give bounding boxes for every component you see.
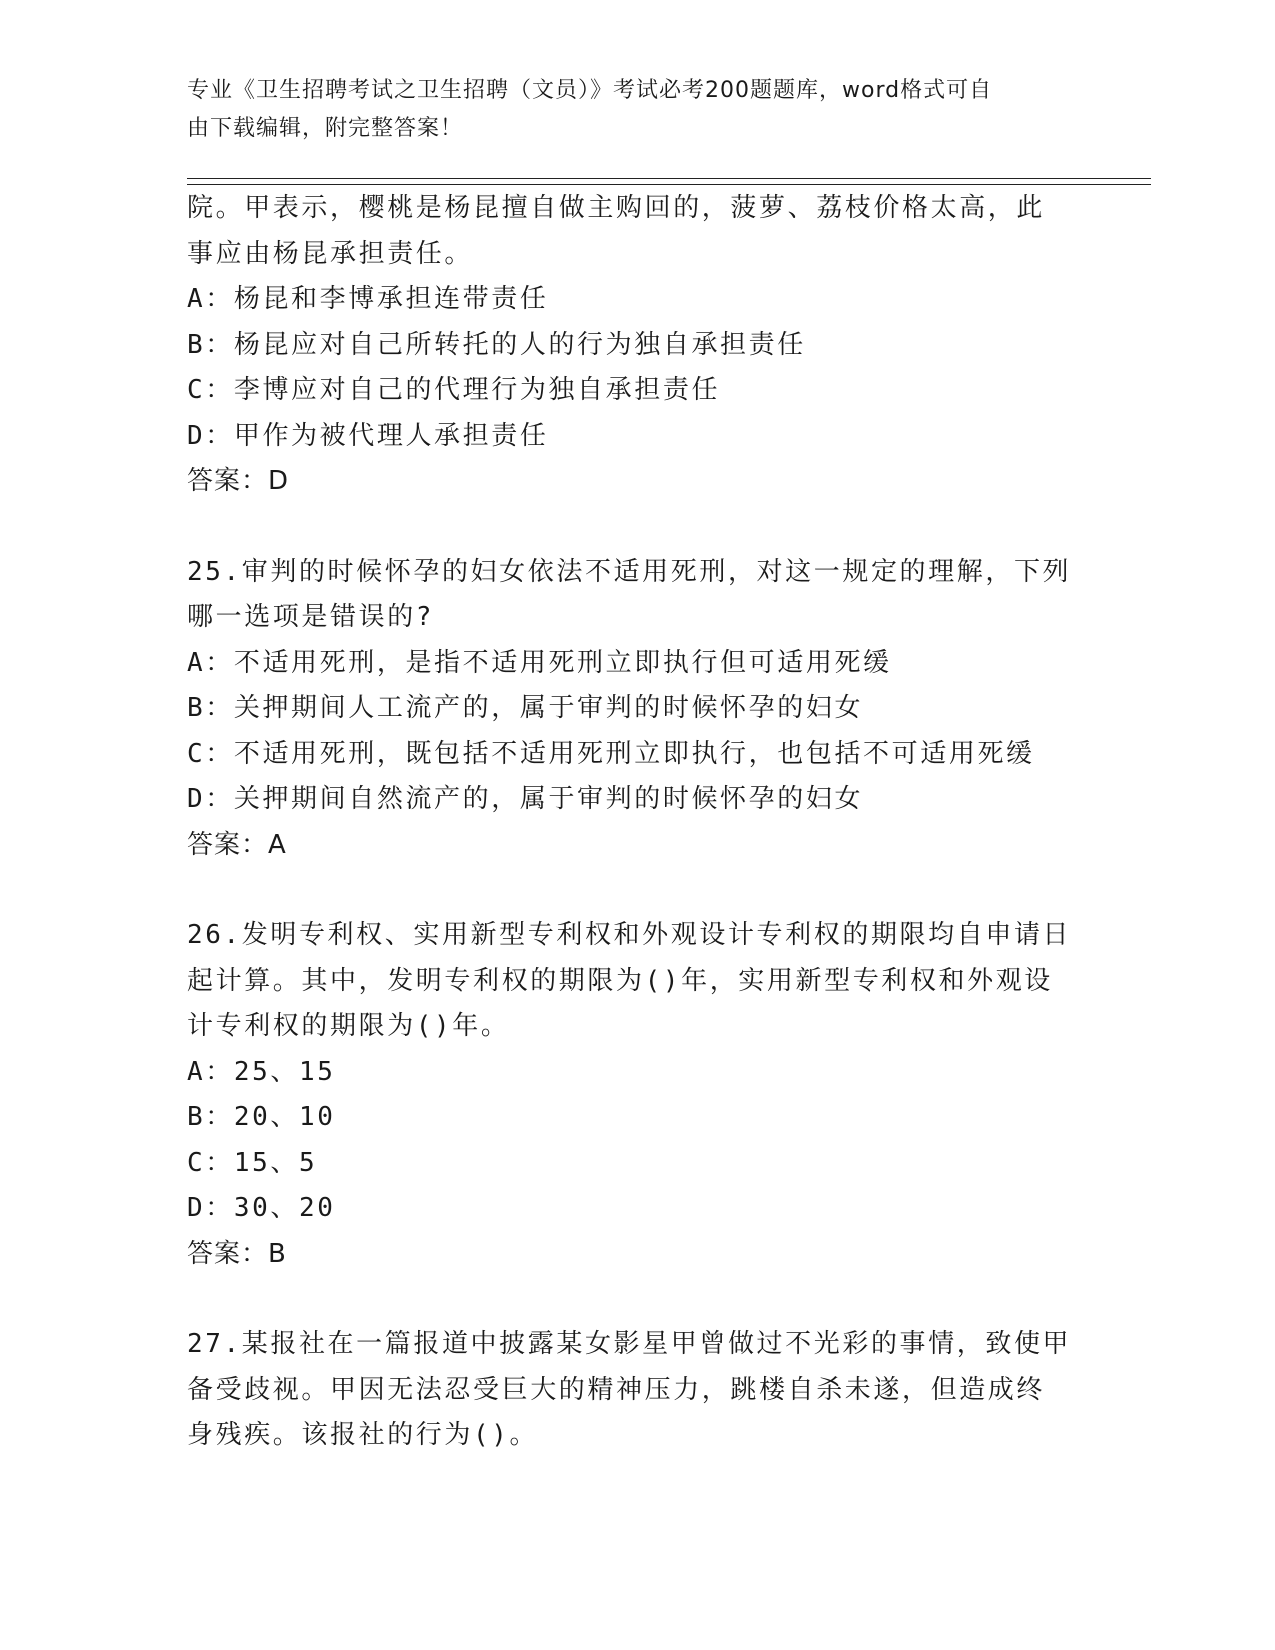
option-d: D：关押期间自然流产的，属于审判的时候怀孕的妇女 xyxy=(187,784,864,814)
answer-line: 答案：A xyxy=(187,829,287,860)
question-stem-line: 起计算。其中，发明专利权的期限为()年，实用新型专利权和外观设 xyxy=(187,965,1053,996)
option-d: D：甲作为被代理人承担责任 xyxy=(187,420,549,451)
option-a: A：25、15 xyxy=(187,1056,336,1087)
question-stem-line: 27.某报社在一篇报道中披露某女影星甲曾做过不光彩的事情，致使甲 xyxy=(187,1329,1072,1359)
question-24-continuation xyxy=(187,186,1087,505)
option-c: C：李博应对自己的代理行为独自承担责任 xyxy=(187,375,721,405)
option-c: C：15、5 xyxy=(187,1147,318,1178)
header-title-line-2: 由下载编辑，附完整答案！ xyxy=(187,116,464,141)
question-27 xyxy=(187,1322,1087,1459)
answer-line: 答案：D xyxy=(187,466,290,496)
question-stem-line: 哪一选项是错误的? xyxy=(187,602,435,632)
question-stem-line: 院。甲表示，樱桃是杨昆擅自做主购回的，菠萝、荔枝价格太高，此 xyxy=(187,193,1046,223)
option-a: A：杨昆和李博承担连带责任 xyxy=(187,284,549,314)
document-header xyxy=(187,72,1067,148)
question-stem-line: 26.发明专利权、实用新型专利权和外观设计专利权的期限均自申请日 xyxy=(187,920,1072,950)
question-stem-line: 25.审判的时候怀孕的妇女依法不适用死刑，对这一规定的理解，下列 xyxy=(187,556,1072,587)
answer-line: 答案：B xyxy=(187,1238,287,1269)
question-stem-line: 身残疾。该报社的行为()。 xyxy=(187,1420,539,1450)
option-c: C：不适用死刑，既包括不适用死刑立即执行，也包括不可适用死缓 xyxy=(187,738,1035,769)
question-26 xyxy=(187,913,1087,1277)
header-divider xyxy=(187,178,1151,185)
question-25 xyxy=(187,550,1087,869)
option-a: A：不适用死刑，是指不适用死刑立即执行但可适用死缓 xyxy=(187,647,892,678)
question-stem-line: 事应由杨昆承担责任。 xyxy=(187,238,474,269)
question-stem-line: 计专利权的期限为()年。 xyxy=(187,1011,510,1041)
question-stem-line: 备受歧视。甲因无法忍受巨大的精神压力，跳楼自杀未遂，但造成终 xyxy=(187,1374,1046,1405)
option-b: B：杨昆应对自己所转托的人的行为独自承担责任 xyxy=(187,329,806,360)
option-b: B：20、10 xyxy=(187,1102,336,1132)
header-title-line-1: 专业《卫生招聘考试之卫生招聘（文员）》考试必考200题题库，word格式可自 xyxy=(187,78,993,103)
option-b: B：关押期间人工流产的，属于审判的时候怀孕的妇女 xyxy=(187,693,864,723)
option-d: D：30、20 xyxy=(187,1193,336,1223)
document-body xyxy=(187,186,1087,1459)
